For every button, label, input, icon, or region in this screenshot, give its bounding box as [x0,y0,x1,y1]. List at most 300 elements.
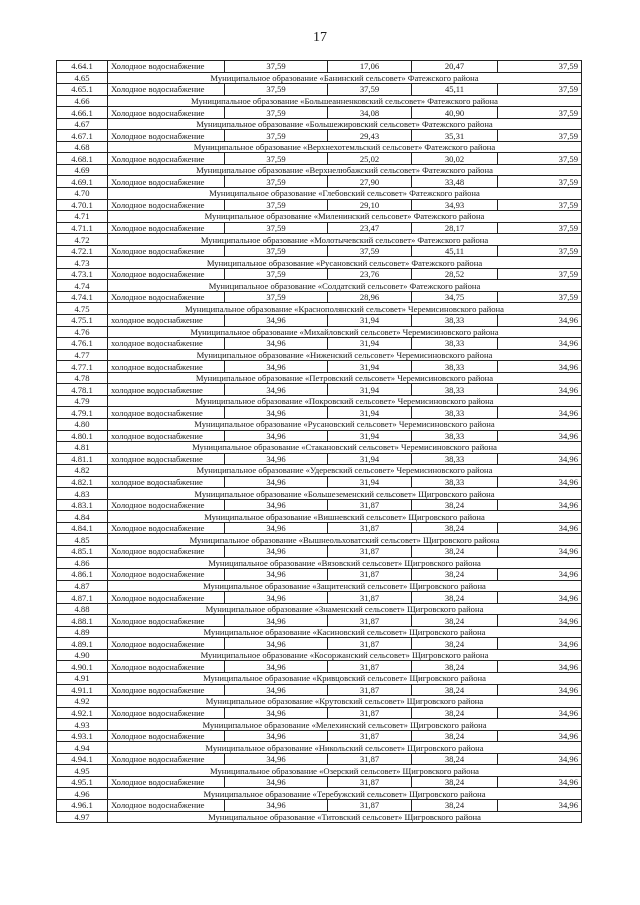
row-number: 4.64.1 [57,61,108,73]
tariff-value-1: 37,59 [225,153,328,165]
row-number: 4.71 [57,211,108,223]
municipality-title: Муниципальное образование «Крутовский сельсовет» Щигровского района [108,696,582,708]
tariff-value-3: 38,24 [412,730,498,742]
tariff-value-1: 37,59 [225,84,328,96]
row-number: 4.80 [57,418,108,430]
tariff-value-2: 37,59 [328,84,412,96]
tariff-value-2: 31,87 [328,707,412,719]
tariff-value-3: 38,33 [412,384,498,396]
tariff-value-2: 31,87 [328,522,412,534]
tariff-value-4: 34,96 [498,753,582,765]
tariff-value-1: 37,59 [225,222,328,234]
row-number: 4.78 [57,372,108,384]
tariff-value-1: 34,96 [225,407,328,419]
service-name: холодное водоснабжение [108,315,225,327]
tariff-value-1: 34,96 [225,592,328,604]
municipality-row [57,557,582,569]
service-name: Холодное водоснабжение [108,245,225,257]
row-number: 4.76.1 [57,338,108,350]
municipality-row [57,303,582,315]
tariff-value-1: 34,96 [225,753,328,765]
table-row [57,245,582,257]
municipality-title: Муниципальное образование «Защитенский сельсовет» Щигровского района [108,580,582,592]
page-number: 17 [313,30,327,45]
service-name: Холодное водоснабжение [108,61,225,73]
row-number: 4.72 [57,234,108,246]
row-number: 4.66 [57,95,108,107]
service-name: Холодное водоснабжение [108,268,225,280]
tariff-value-3: 38,33 [412,315,498,327]
service-name: Холодное водоснабжение [108,522,225,534]
row-number: 4.69 [57,164,108,176]
tariff-value-2: 31,94 [328,361,412,373]
municipality-title: Муниципальное образование «Миленинский сельсовет» Фатежского района [108,211,582,223]
tariff-value-3: 38,24 [412,545,498,557]
municipality-row [57,649,582,661]
table-row [57,153,582,165]
tariff-value-2: 34,08 [328,107,412,119]
tariff-value-4: 34,96 [498,661,582,673]
tariff-value-2: 37,59 [328,245,412,257]
tariff-value-2: 31,87 [328,615,412,627]
row-number: 4.95 [57,765,108,777]
tariff-value-3: 38,24 [412,707,498,719]
municipality-title: Муниципальное образование «Косоржанский сельсовет» Щигровского района [108,649,582,661]
row-number: 4.93 [57,719,108,731]
table-row [57,730,582,742]
tariff-value-3: 28,17 [412,222,498,234]
municipality-title: Муниципальное образование «Верхнелюбажский сельсовет» Фатежского района [108,164,582,176]
tariff-value-1: 34,96 [225,499,328,511]
table-row [57,522,582,534]
municipality-row [57,626,582,638]
tariff-value-3: 34,75 [412,291,498,303]
table-row [57,338,582,350]
tariff-value-3: 34,93 [412,199,498,211]
tariff-value-4: 37,59 [498,291,582,303]
tariff-value-2: 31,87 [328,661,412,673]
tariff-value-2: 31,94 [328,407,412,419]
municipality-title: Муниципальное образование «Русановский сельсовет» Фатежского района [108,257,582,269]
service-name: Холодное водоснабжение [108,176,225,188]
row-number: 4.79 [57,395,108,407]
row-number: 4.91.1 [57,684,108,696]
tariff-value-2: 27,90 [328,176,412,188]
row-number: 4.88.1 [57,615,108,627]
tariff-value-2: 31,94 [328,430,412,442]
municipality-row [57,280,582,292]
tariff-value-2: 23,47 [328,222,412,234]
tariff-value-4: 37,59 [498,153,582,165]
row-number: 4.89 [57,626,108,638]
tariff-value-2: 23,76 [328,268,412,280]
municipality-row [57,211,582,223]
municipality-row [57,164,582,176]
table-row [57,499,582,511]
municipality-row [57,719,582,731]
table-row [57,407,582,419]
tariff-value-1: 34,96 [225,522,328,534]
municipality-title: Муниципальное образование «Михайловский сельсовет» Черемисиновского района [108,326,582,338]
table-row [57,291,582,303]
municipality-title: Муниципальное образование «Молотычевский сельсовет» Фатежского района [108,234,582,246]
municipality-title: Муниципальное образование «Удеревский сельсовет» Черемисиновского района [108,465,582,477]
row-number: 4.84 [57,511,108,523]
row-number: 4.77.1 [57,361,108,373]
municipality-row [57,188,582,200]
row-number: 4.81 [57,442,108,454]
tariff-value-1: 34,96 [225,638,328,650]
tariff-value-2: 31,87 [328,569,412,581]
row-number: 4.68.1 [57,153,108,165]
tariff-value-1: 34,96 [225,545,328,557]
table-row [57,569,582,581]
service-name: Холодное водоснабжение [108,661,225,673]
municipality-title: Муниципальное образование «Титовский сельсовет» Щигровского района [108,811,582,823]
tariff-value-3: 38,33 [412,361,498,373]
municipality-title: Муниципальное образование «Большеземенский сельсовет» Щигровского района [108,488,582,500]
tariff-value-4: 34,96 [498,730,582,742]
table-row [57,130,582,142]
municipality-row [57,118,582,130]
row-number: 4.95.1 [57,776,108,788]
row-number: 4.65.1 [57,84,108,96]
row-number: 4.79.1 [57,407,108,419]
row-number: 4.87 [57,580,108,592]
tariff-value-3: 38,33 [412,338,498,350]
table-row [57,361,582,373]
municipality-title: Муниципальное образование «Верхнехотемльский сельсовет» Фатежского района [108,141,582,153]
row-number: 4.87.1 [57,592,108,604]
municipality-title: Муниципальное образование «Краснополянский сельсовет» Черемисиновского района [108,303,582,315]
tariff-value-2: 29,10 [328,199,412,211]
service-name: холодное водоснабжение [108,476,225,488]
table-row [57,453,582,465]
tariff-value-1: 37,59 [225,199,328,211]
tariff-value-1: 37,59 [225,291,328,303]
municipality-title: Муниципальное образование «Никольский сельсовет» Щигровского района [108,742,582,754]
tariff-value-4: 37,59 [498,245,582,257]
tariff-value-1: 34,96 [225,569,328,581]
table-row [57,384,582,396]
table-row [57,800,582,812]
row-number: 4.74 [57,280,108,292]
table-row [57,107,582,119]
tariff-value-2: 31,94 [328,338,412,350]
service-name: холодное водоснабжение [108,430,225,442]
tariff-value-3: 38,24 [412,615,498,627]
row-number: 4.90 [57,649,108,661]
tariff-value-2: 17,06 [328,61,412,73]
tariff-value-3: 45,11 [412,84,498,96]
tariff-value-4: 37,59 [498,61,582,73]
municipality-row [57,603,582,615]
service-name: Холодное водоснабжение [108,638,225,650]
tariff-value-4: 34,96 [498,430,582,442]
row-number: 4.94.1 [57,753,108,765]
tariff-value-1: 34,96 [225,384,328,396]
municipality-title: Муниципальное образование «Покровский сельсовет» Черемисиновского района [108,395,582,407]
municipality-row [57,788,582,800]
tariff-table [56,60,582,823]
table-row [57,84,582,96]
table-row [57,430,582,442]
municipality-title: Муниципальное образование «Глебовский сельсовет» Фатежского района [108,188,582,200]
row-number: 4.70 [57,188,108,200]
municipality-title: Муниципальное образование «Стакановский сельсовет» Черемисиновского района [108,442,582,454]
tariff-value-3: 20,47 [412,61,498,73]
tariff-value-2: 29,43 [328,130,412,142]
service-name: Холодное водоснабжение [108,753,225,765]
row-number: 4.97 [57,811,108,823]
tariff-value-4: 37,59 [498,84,582,96]
tariff-value-3: 38,24 [412,499,498,511]
tariff-value-1: 34,96 [225,800,328,812]
tariff-value-1: 37,59 [225,176,328,188]
tariff-value-4: 37,59 [498,199,582,211]
service-name: Холодное водоснабжение [108,730,225,742]
table-row [57,638,582,650]
tariff-value-4: 34,96 [498,615,582,627]
municipality-title: Муниципальное образование «Теребужский сельсовет» Щигровского района [108,788,582,800]
row-number: 4.69.1 [57,176,108,188]
row-number: 4.83 [57,488,108,500]
tariff-value-3: 38,24 [412,638,498,650]
row-number: 4.70.1 [57,199,108,211]
tariff-value-1: 34,96 [225,476,328,488]
tariff-value-2: 31,87 [328,684,412,696]
municipality-row [57,349,582,361]
tariff-value-4: 34,96 [498,638,582,650]
row-number: 4.94 [57,742,108,754]
municipality-title: Муниципальное образование «Касиновский сельсовет» Щигровского района [108,626,582,638]
tariff-value-1: 34,96 [225,707,328,719]
tariff-value-4: 34,96 [498,499,582,511]
tariff-value-3: 38,24 [412,661,498,673]
municipality-row [57,257,582,269]
service-name: холодное водоснабжение [108,361,225,373]
service-name: Холодное водоснабжение [108,153,225,165]
tariff-value-4: 37,59 [498,222,582,234]
service-name: Холодное водоснабжение [108,684,225,696]
tariff-value-3: 45,11 [412,245,498,257]
municipality-row [57,418,582,430]
service-name: Холодное водоснабжение [108,776,225,788]
tariff-value-1: 34,96 [225,730,328,742]
tariff-value-1: 37,59 [225,245,328,257]
tariff-value-2: 31,87 [328,638,412,650]
tariff-value-3: 38,24 [412,592,498,604]
service-name: Холодное водоснабжение [108,615,225,627]
service-name: Холодное водоснабжение [108,107,225,119]
row-number: 4.65 [57,72,108,84]
tariff-value-2: 31,94 [328,384,412,396]
municipality-title: Муниципальное образование «Вязовский сельсовет» Щигровского района [108,557,582,569]
tariff-value-4: 34,96 [498,545,582,557]
tariff-value-2: 31,87 [328,545,412,557]
row-number: 4.67 [57,118,108,130]
table-row [57,315,582,327]
tariff-value-4: 34,96 [498,407,582,419]
tariff-value-4: 34,96 [498,776,582,788]
tariff-value-4: 34,96 [498,361,582,373]
tariff-value-4: 34,96 [498,476,582,488]
row-number: 4.92 [57,696,108,708]
row-number: 4.71.1 [57,222,108,234]
tariff-value-1: 34,96 [225,453,328,465]
row-number: 4.74.1 [57,291,108,303]
tariff-value-3: 38,33 [412,407,498,419]
row-number: 4.93.1 [57,730,108,742]
tariff-value-4: 37,59 [498,107,582,119]
service-name: Холодное водоснабжение [108,222,225,234]
tariff-value-4: 34,96 [498,453,582,465]
tariff-value-1: 34,96 [225,338,328,350]
tariff-value-4: 34,96 [498,592,582,604]
row-number: 4.82.1 [57,476,108,488]
tariff-value-2: 31,87 [328,499,412,511]
table-row [57,592,582,604]
municipality-title: Муниципальное образование «Солдатский сельсовет» Фатежского района [108,280,582,292]
tariff-value-2: 31,87 [328,800,412,812]
tariff-value-2: 25,02 [328,153,412,165]
tariff-value-1: 34,96 [225,661,328,673]
service-name: Холодное водоснабжение [108,569,225,581]
row-number: 4.89.1 [57,638,108,650]
table-row [57,199,582,211]
tariff-value-4: 34,96 [498,522,582,534]
tariff-value-2: 31,94 [328,453,412,465]
service-name: Холодное водоснабжение [108,545,225,557]
row-number: 4.77 [57,349,108,361]
municipality-row [57,95,582,107]
municipality-row [57,742,582,754]
table-row [57,661,582,673]
municipality-row [57,465,582,477]
municipality-row [57,72,582,84]
municipality-title: Муниципальное образование «Петровский сельсовет» Черемисиновского района [108,372,582,384]
municipality-row [57,511,582,523]
row-number: 4.92.1 [57,707,108,719]
service-name: Холодное водоснабжение [108,800,225,812]
municipality-title: Муниципальное образование «Мелехинский сельсовет» Щигровского района [108,719,582,731]
municipality-row [57,580,582,592]
tariff-value-3: 38,33 [412,453,498,465]
service-name: Холодное водоснабжение [108,291,225,303]
service-name: холодное водоснабжение [108,453,225,465]
tariff-value-3: 38,24 [412,753,498,765]
service-name: Холодное водоснабжение [108,199,225,211]
municipality-title: Муниципальное образование «Ниженский сельсовет» Черемисиновского района [108,349,582,361]
row-number: 4.91 [57,672,108,684]
municipality-title: Муниципальное образование «Вишневский сельсовет» Щигровского района [108,511,582,523]
service-name: Холодное водоснабжение [108,707,225,719]
table-row [57,545,582,557]
tariff-value-3: 38,33 [412,476,498,488]
municipality-row [57,372,582,384]
tariff-value-3: 38,24 [412,800,498,812]
tariff-value-3: 40,90 [412,107,498,119]
service-name: Холодное водоснабжение [108,84,225,96]
tariff-table-body [57,61,582,823]
tariff-value-3: 33,48 [412,176,498,188]
tariff-table-wrapper [56,60,581,823]
tariff-value-4: 34,96 [498,315,582,327]
municipality-row [57,442,582,454]
tariff-value-4: 34,96 [498,800,582,812]
service-name: холодное водоснабжение [108,384,225,396]
tariff-value-3: 38,24 [412,776,498,788]
row-number: 4.81.1 [57,453,108,465]
row-number: 4.68 [57,141,108,153]
tariff-value-4: 34,96 [498,707,582,719]
row-number: 4.84.1 [57,522,108,534]
tariff-value-4: 37,59 [498,268,582,280]
table-row [57,707,582,719]
row-number: 4.96 [57,788,108,800]
tariff-value-4: 34,96 [498,384,582,396]
tariff-value-2: 31,87 [328,776,412,788]
tariff-value-2: 28,96 [328,291,412,303]
municipality-title: Муниципальное образование «Кривцовский сельсовет» Щигровского района [108,672,582,684]
table-row [57,776,582,788]
tariff-value-4: 37,59 [498,130,582,142]
service-name: холодное водоснабжение [108,338,225,350]
municipality-row [57,672,582,684]
table-row [57,268,582,280]
row-number: 4.78.1 [57,384,108,396]
tariff-value-4: 34,96 [498,569,582,581]
tariff-value-4: 34,96 [498,338,582,350]
municipality-title: Муниципальное образование «Банинский сельсовет» Фатежского района [108,72,582,84]
tariff-value-1: 37,59 [225,130,328,142]
municipality-title: Муниципальное образование «Большеанненковский сельсовет» Фатежского района [108,95,582,107]
tariff-value-4: 34,96 [498,684,582,696]
service-name: Холодное водоснабжение [108,592,225,604]
tariff-value-2: 31,87 [328,753,412,765]
table-row [57,684,582,696]
table-row [57,176,582,188]
table-row [57,615,582,627]
municipality-row [57,696,582,708]
table-row [57,476,582,488]
municipality-row [57,765,582,777]
service-name: Холодное водоснабжение [108,499,225,511]
municipality-row [57,395,582,407]
tariff-value-1: 34,96 [225,430,328,442]
row-number: 4.75 [57,303,108,315]
municipality-row [57,488,582,500]
tariff-value-1: 37,59 [225,268,328,280]
row-number: 4.80.1 [57,430,108,442]
tariff-value-1: 34,96 [225,684,328,696]
tariff-value-3: 38,24 [412,684,498,696]
tariff-value-3: 35,31 [412,130,498,142]
tariff-value-1: 37,59 [225,61,328,73]
row-number: 4.83.1 [57,499,108,511]
municipality-row [57,811,582,823]
municipality-row [57,234,582,246]
row-number: 4.86.1 [57,569,108,581]
tariff-value-2: 31,94 [328,315,412,327]
row-number: 4.73 [57,257,108,269]
tariff-value-1: 37,59 [225,107,328,119]
municipality-row [57,141,582,153]
row-number: 4.67.1 [57,130,108,142]
tariff-value-1: 34,96 [225,315,328,327]
row-number: 4.88 [57,603,108,615]
row-number: 4.85 [57,534,108,546]
